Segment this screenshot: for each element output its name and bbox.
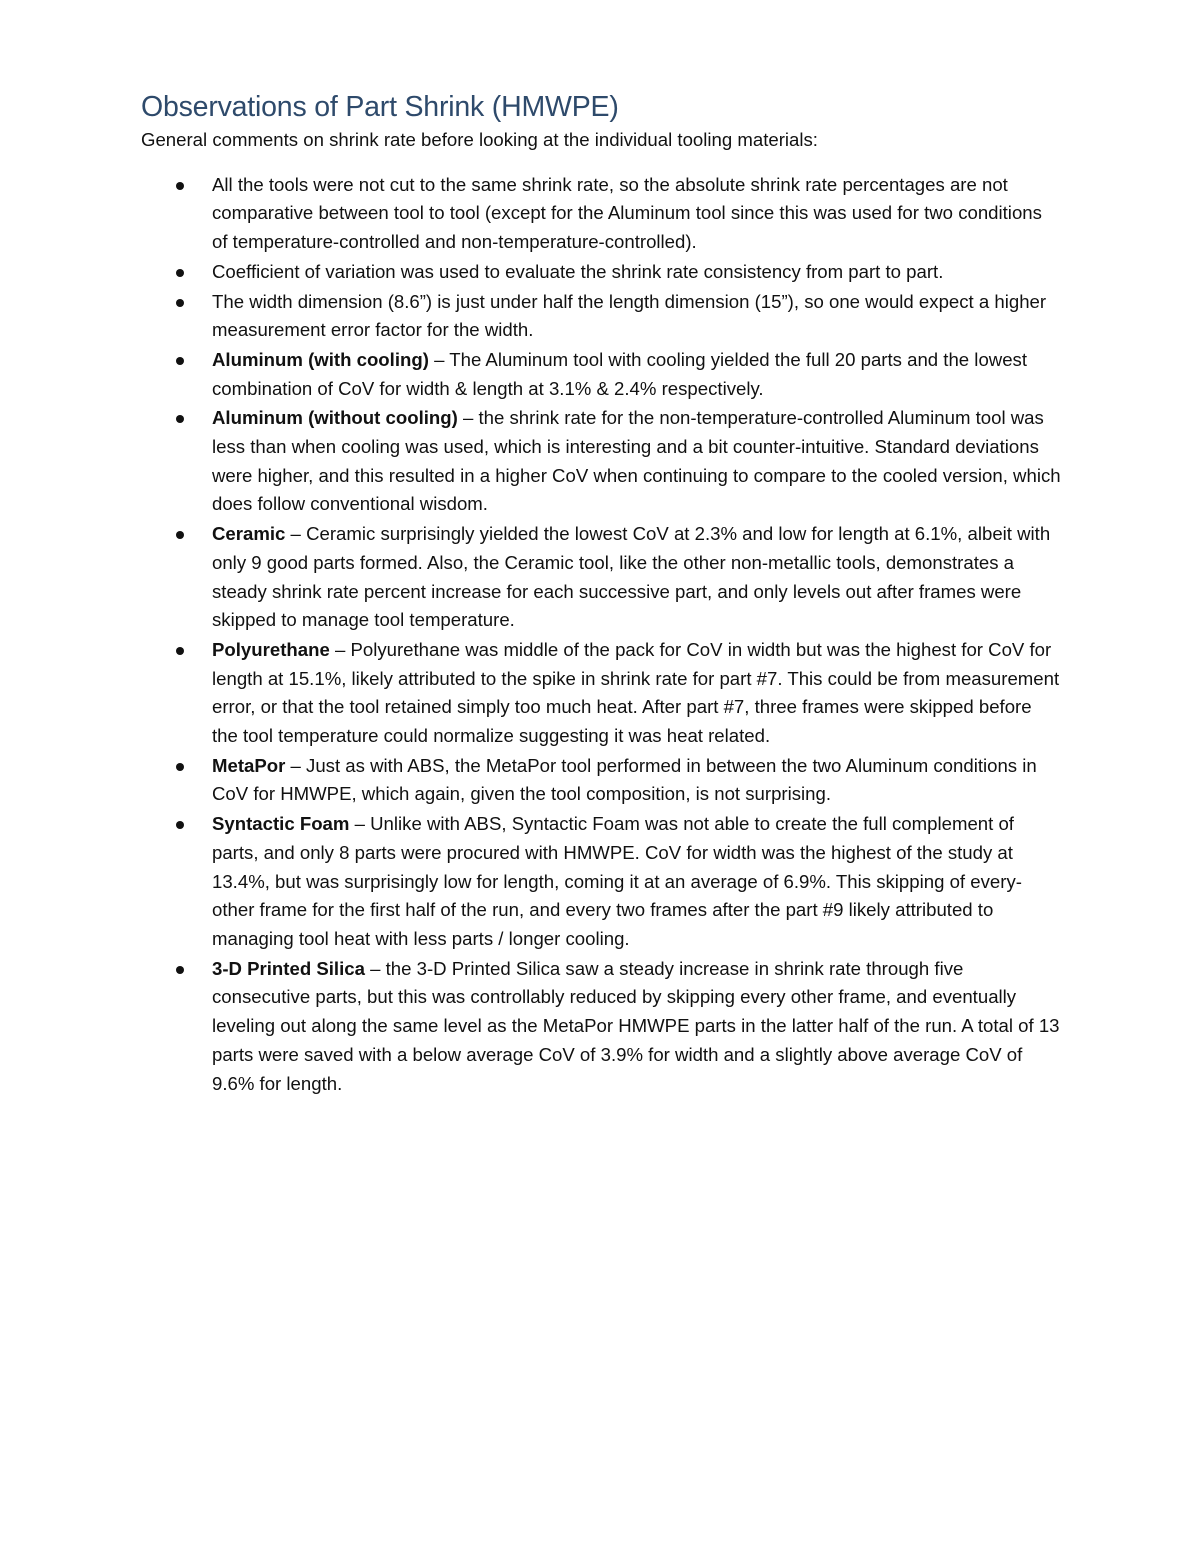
bullet-lead: Aluminum (without cooling) bbox=[212, 407, 458, 429]
bullet-icon bbox=[176, 966, 184, 974]
bullet-list bbox=[141, 171, 1061, 1099]
bullet-text: – Polyurethane was middle of the pack for CoV in width but was the highest for CoV for length at 15.1%, likely attributed to the spike in shrink rate for part #7. This could be from measurement error, or that the tool retained simply too much heat. After part #7, three frames were skipped before the tool temperature could normalize suggesting it was heat related. bbox=[212, 638, 1060, 747]
bullet-text: – Ceramic surprisingly yielded the lowest CoV at 2.3% and low for length at 6.1%, albeit with only 9 good parts formed. Also, the Ceramic tool, like the other non-metallic tools, demonstrates a steady shrink rate percent increase for each successive part, and only levels out after frames were skipped to manage tool temperature. bbox=[212, 523, 1051, 631]
bullet-lead: Syntactic Foam bbox=[212, 813, 350, 835]
bullet-lead: MetaPor bbox=[212, 754, 286, 776]
bullet-text: – the 3-D Printed Silica saw a steady increase in shrink rate through five consecutive parts, but this was controllably reduced by skipping every other frame, and eventually leveling out along the same level as the MetaPor HMWPE parts in the latter half of the run. A total of 13 parts were saved with a below average CoV of 3.9% for width and a slightly above average CoV of 9.6% for length. bbox=[212, 957, 1060, 1094]
bullet-icon bbox=[176, 531, 184, 539]
bullet-icon bbox=[176, 821, 184, 829]
bullet-text: – The Aluminum tool with cooling yielded the full 20 parts and the lowest combination of CoV for width & length at 3.1% & 2.4% respectively. bbox=[212, 348, 1028, 399]
list-item bbox=[141, 955, 1061, 1099]
bullet-text: All the tools were not cut to the same shrink rate, so the absolute shrink rate percentages are not comparative between tool to tool (except for the Aluminum tool since this was used for two conditions of temperature-controlled and non-temperature-controlled). bbox=[212, 173, 1042, 253]
list-item bbox=[141, 258, 1061, 287]
bullet-lead: Aluminum (with cooling) bbox=[212, 348, 429, 370]
page-title: Observations of Part Shrink (HMWPE) bbox=[141, 91, 619, 123]
bullet-icon bbox=[176, 182, 184, 190]
bullet-icon bbox=[176, 415, 184, 423]
list-item bbox=[141, 520, 1061, 635]
list-item bbox=[141, 810, 1061, 954]
bullet-text: Coefficient of variation was used to evaluate the shrink rate consistency from part to part. bbox=[212, 260, 944, 282]
bullet-lead: Polyurethane bbox=[212, 638, 330, 660]
bullet-text: – the shrink rate for the non-temperature-controlled Aluminum tool was less than when cooling was used, which is interesting and a bit counter-intuitive. Standard deviations were higher, and this resulted in a higher CoV when continuing to compare to the cooled version, which does follow conventional wisdom. bbox=[212, 407, 1061, 515]
bullet-icon bbox=[176, 269, 184, 277]
bullet-lead: Ceramic bbox=[212, 523, 286, 545]
bullet-lead: 3-D Printed Silica bbox=[212, 957, 365, 979]
intro-paragraph: General comments on shrink rate before looking at the individual tooling materials: bbox=[141, 129, 818, 150]
bullet-text: – Just as with ABS, the MetaPor tool performed in between the two Aluminum conditions in CoV for HMWPE, which again, given the tool composition, is not surprising. bbox=[212, 754, 1037, 805]
list-item bbox=[141, 346, 1061, 403]
list-item bbox=[141, 288, 1061, 345]
list-item bbox=[141, 404, 1061, 519]
list-item bbox=[141, 171, 1061, 257]
bullet-icon bbox=[176, 357, 184, 365]
document-page bbox=[141, 88, 1061, 1099]
list-item bbox=[141, 636, 1061, 751]
bullet-icon bbox=[176, 299, 184, 307]
bullet-text: – Unlike with ABS, Syntactic Foam was not able to create the full complement of parts, and only 8 parts were procured with HMWPE. CoV for width was the highest of the study at 13.4%, but was surprisingly low for length, coming it at an average of 6.9%. This skipping of every-other frame for the first half of the run, and every two frames after the part #9 likely attributed to managing tool heat with less parts / longer cooling. bbox=[212, 813, 1022, 949]
bullet-icon bbox=[176, 763, 184, 771]
list-item bbox=[141, 752, 1061, 809]
bullet-icon bbox=[176, 647, 184, 655]
bullet-text: The width dimension (8.6”) is just under half the length dimension (15”), so one would expect a higher measurement error factor for the width. bbox=[212, 290, 1047, 341]
